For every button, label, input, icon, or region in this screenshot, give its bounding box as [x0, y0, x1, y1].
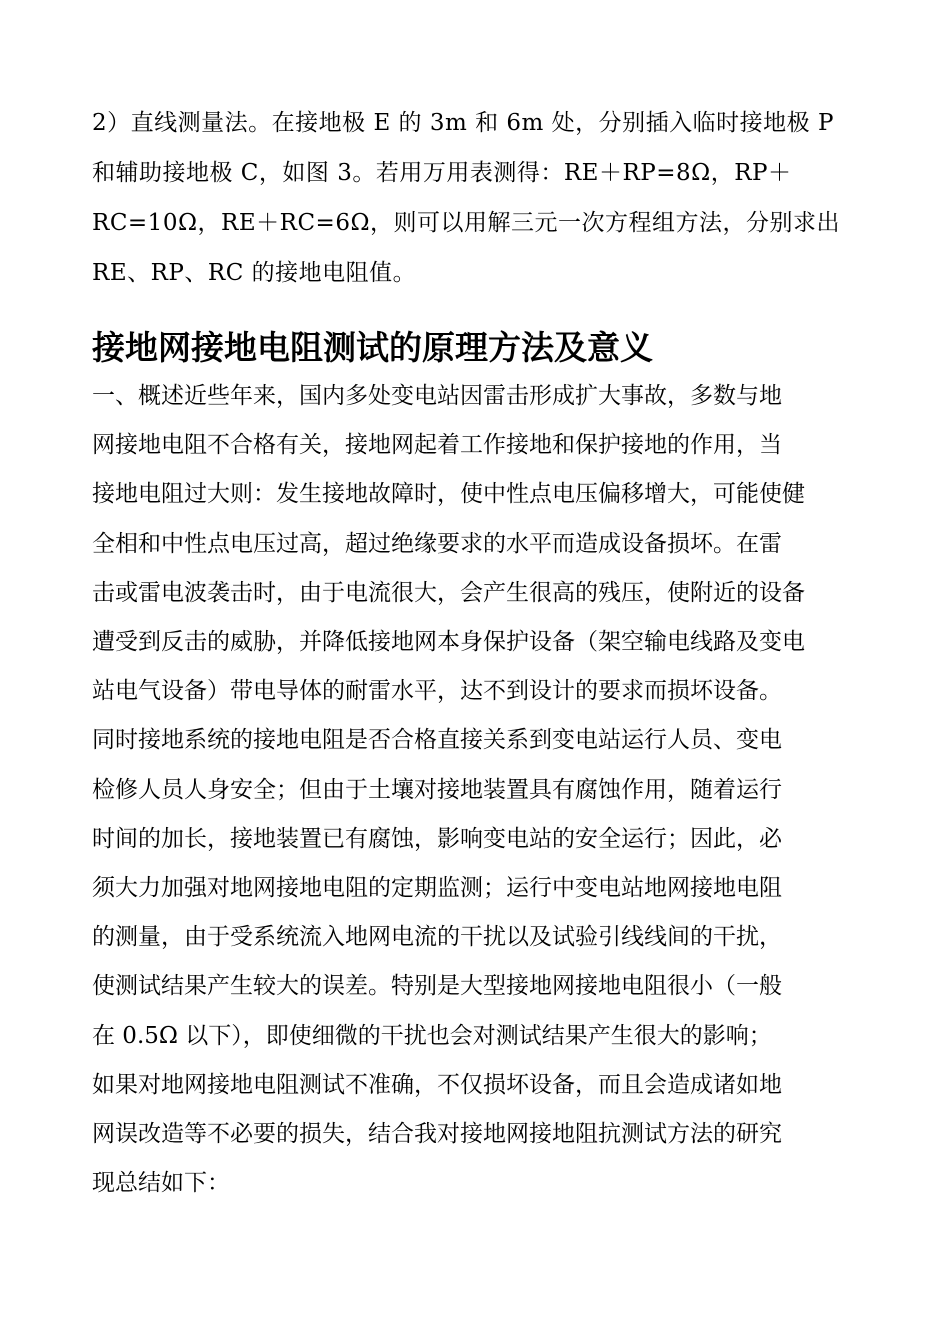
intro-line: 和辅助接地极 C，如图 3。若用万用表测得：RE＋RP=8Ω，RP＋ [92, 160, 792, 186]
body-paragraph [92, 372, 872, 1208]
body-line: 使测试结果产生较大的误差。特别是大型接地网接地电阻很小（一般 [92, 973, 782, 1000]
intro-line: RC=10Ω，RE＋RC=6Ω，则可以用解三元一次方程组方法，分别求出 [92, 210, 841, 236]
section-heading: 接地网接地电阻测试的原理方法及意义 [92, 328, 653, 367]
body-line: 网接地电阻不合格有关，接地网起着工作接地和保护接地的作用，当 [92, 432, 782, 459]
body-line: 同时接地系统的接地电阻是否合格直接关系到变电站运行人员、变电 [92, 727, 782, 754]
body-line: 检修人员人身安全；但由于土壤对接地装置具有腐蚀作用，随着运行 [92, 776, 782, 803]
intro-paragraph [92, 98, 862, 298]
body-line: 遭受到反击的威胁，并降低接地网本身保护设备（架空输电线路及变电 [92, 629, 805, 656]
body-line: 全相和中性点电压过高，超过绝缘要求的水平而造成设备损坏。在雷 [92, 530, 782, 557]
body-line: 须大力加强对地网接地电阻的定期监测；运行中变电站地网接地电阻 [92, 875, 782, 902]
body-line: 现总结如下： [92, 1170, 230, 1197]
body-line: 网误改造等不必要的损失，结合我对接地网接地阻抗测试方法的研究 [92, 1121, 782, 1148]
body-line: 一、概述近些年来，国内多处变电站因雷击形成扩大事故，多数与地 [92, 383, 782, 409]
body-line: 接地电阻过大则：发生接地故障时，使中性点电压偏移增大，可能使健 [92, 481, 805, 508]
body-line: 如果对地网接地电阻测试不准确，不仅损坏设备，而且会造成诸如地 [92, 1071, 782, 1098]
body-line: 击或雷电波袭击时，由于电流很大，会产生很高的残压，使附近的设备 [92, 579, 805, 606]
body-line: 在 0.5Ω 以下），即使细微的干扰也会对测试结果产生很大的影响； [92, 1022, 772, 1049]
intro-line: RE、RP、RC 的接地电阻值。 [92, 260, 417, 286]
intro-line: 2）直线测量法。在接地极 E 的 3m 和 6m 处，分别插入临时接地极 P [92, 110, 834, 136]
body-line: 时间的加长，接地装置已有腐蚀，影响变电站的安全运行；因此，必 [92, 825, 782, 852]
body-line: 站电气设备）带电导体的耐雷水平，达不到设计的要求而损坏设备。 [92, 678, 782, 705]
body-line: 的测量，由于受系统流入地网电流的干扰以及试验引线线间的干扰， [92, 924, 782, 951]
